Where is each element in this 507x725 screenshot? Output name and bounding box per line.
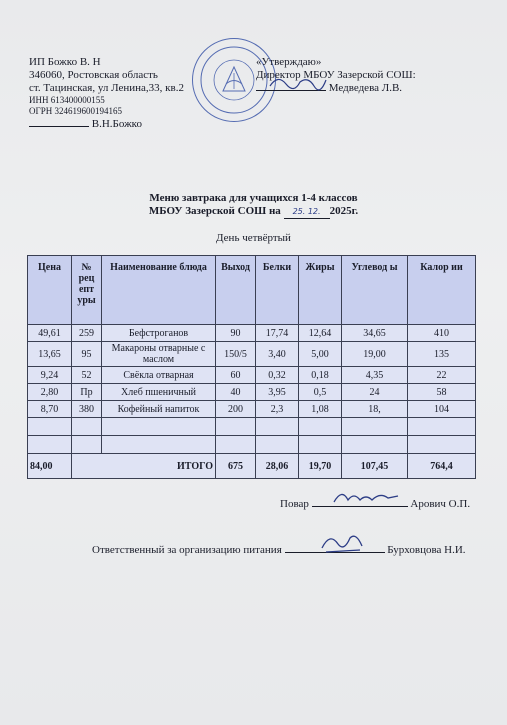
director-name: Медведева Л.В. bbox=[328, 82, 403, 94]
responsible-signature-scribble bbox=[316, 530, 366, 556]
cell-protein: 0,32 bbox=[256, 367, 299, 384]
empty-table-row bbox=[28, 418, 476, 436]
menu-title: Меню завтрака для учащихся 1-4 классов bbox=[149, 192, 358, 204]
cell-carbs: 18, bbox=[342, 401, 408, 418]
col-header-dish: Наименование блюда bbox=[102, 256, 216, 325]
cell-output: 90 bbox=[216, 325, 256, 342]
school-name: МБОУ Зазерской СОШ на bbox=[148, 205, 281, 217]
cook-label: Повар bbox=[280, 498, 309, 510]
signature-blank bbox=[29, 126, 89, 127]
cell-fat: 0,18 bbox=[299, 367, 342, 384]
cell-dish: Бефстроганов bbox=[102, 325, 216, 342]
col-header-carbs: Углевод ы bbox=[342, 256, 408, 325]
table-row bbox=[28, 384, 476, 401]
total-row bbox=[28, 454, 476, 479]
cell-dish: Макароны отварные с маслом bbox=[102, 342, 216, 367]
director-signature-scribble bbox=[268, 72, 328, 94]
cell-calories: 58 bbox=[408, 384, 476, 401]
cell-carbs: 34,65 bbox=[342, 325, 408, 342]
cell-price: 2,80 bbox=[28, 384, 72, 401]
date-field bbox=[284, 205, 330, 219]
col-header-price: Цена bbox=[28, 256, 72, 325]
total-carbs: 107,45 bbox=[342, 454, 408, 479]
table-row bbox=[28, 367, 476, 384]
cell-protein: 3,95 bbox=[256, 384, 299, 401]
cell-carbs: 4,35 bbox=[342, 367, 408, 384]
col-header-output: Выход bbox=[216, 256, 256, 325]
total-label: ИТОГО bbox=[72, 454, 216, 479]
cell-output: 200 bbox=[216, 401, 256, 418]
cell-protein: 17,74 bbox=[256, 325, 299, 342]
responsible-label: Ответственный за организацию питания bbox=[92, 544, 282, 556]
cell-price: 13,65 bbox=[28, 342, 72, 367]
day-label: День четвёртый bbox=[216, 232, 291, 244]
handwritten-date: 25. 12. bbox=[292, 207, 321, 216]
cell-output: 40 bbox=[216, 384, 256, 401]
cell-carbs: 19,00 bbox=[342, 342, 408, 367]
supplier-ogrn: ОГРН 324619600194165 bbox=[29, 106, 122, 116]
col-header-recipe: № рец епт уры bbox=[72, 256, 102, 325]
cell-price: 49,61 bbox=[28, 325, 72, 342]
col-header-calories: Калор ии bbox=[408, 256, 476, 325]
table-row bbox=[28, 401, 476, 418]
cell-calories: 410 bbox=[408, 325, 476, 342]
cell-fat: 1,08 bbox=[299, 401, 342, 418]
total-protein: 28,06 bbox=[256, 454, 299, 479]
empty-table-row bbox=[28, 436, 476, 454]
cell-recipe: 259 bbox=[72, 325, 102, 342]
cell-protein: 2,3 bbox=[256, 401, 299, 418]
responsible-name: Бурховцова Н.И. bbox=[387, 544, 466, 556]
table-header-row bbox=[28, 256, 476, 325]
director-position: Директор МБОУ Зазерской СОШ: bbox=[256, 69, 416, 81]
cell-carbs: 24 bbox=[342, 384, 408, 401]
menu-subtitle bbox=[0, 205, 507, 219]
cell-fat: 12,64 bbox=[299, 325, 342, 342]
supplier-inn: ИНН 613400000155 bbox=[29, 95, 105, 105]
col-header-protein: Белки bbox=[256, 256, 299, 325]
table-row bbox=[28, 342, 476, 367]
year: 2025г. bbox=[329, 205, 359, 217]
cell-fat: 5,00 bbox=[299, 342, 342, 367]
cell-price: 8,70 bbox=[28, 401, 72, 418]
cell-calories: 104 bbox=[408, 401, 476, 418]
cell-dish: Свёкла отварная bbox=[102, 367, 216, 384]
total-output: 675 bbox=[216, 454, 256, 479]
cook-name: Арович О.П. bbox=[410, 498, 471, 510]
supplier-signer: В.Н.Божко bbox=[91, 118, 142, 130]
total-calories: 764,4 bbox=[408, 454, 476, 479]
cell-price: 9,24 bbox=[28, 367, 72, 384]
cell-protein: 3,40 bbox=[256, 342, 299, 367]
cell-recipe: Пр bbox=[72, 384, 102, 401]
supplier-name: ИП Божко В. Н bbox=[29, 56, 101, 68]
cell-calories: 135 bbox=[408, 342, 476, 367]
approval-label: «Утверждаю» bbox=[256, 56, 322, 68]
cell-recipe: 380 bbox=[72, 401, 102, 418]
responsible-signature-line bbox=[92, 544, 466, 557]
supplier-address: ст. Тацинская, ул Ленина,33, кв.2 bbox=[29, 82, 184, 94]
supplier-region: 346060, Ростовская область bbox=[29, 69, 158, 81]
col-header-fat: Жиры bbox=[299, 256, 342, 325]
cell-output: 150/5 bbox=[216, 342, 256, 367]
cell-dish: Хлеб пшеничный bbox=[102, 384, 216, 401]
cell-recipe: 95 bbox=[72, 342, 102, 367]
cell-output: 60 bbox=[216, 367, 256, 384]
cook-signature-scribble bbox=[330, 486, 402, 508]
total-fat: 19,70 bbox=[299, 454, 342, 479]
cell-fat: 0,5 bbox=[299, 384, 342, 401]
table-row bbox=[28, 325, 476, 342]
cell-dish: Кофейный напиток bbox=[102, 401, 216, 418]
supplier-signature-line bbox=[29, 118, 142, 131]
menu-table bbox=[27, 255, 476, 479]
cell-recipe: 52 bbox=[72, 367, 102, 384]
cell-calories: 22 bbox=[408, 367, 476, 384]
total-price: 84,00 bbox=[28, 454, 72, 479]
